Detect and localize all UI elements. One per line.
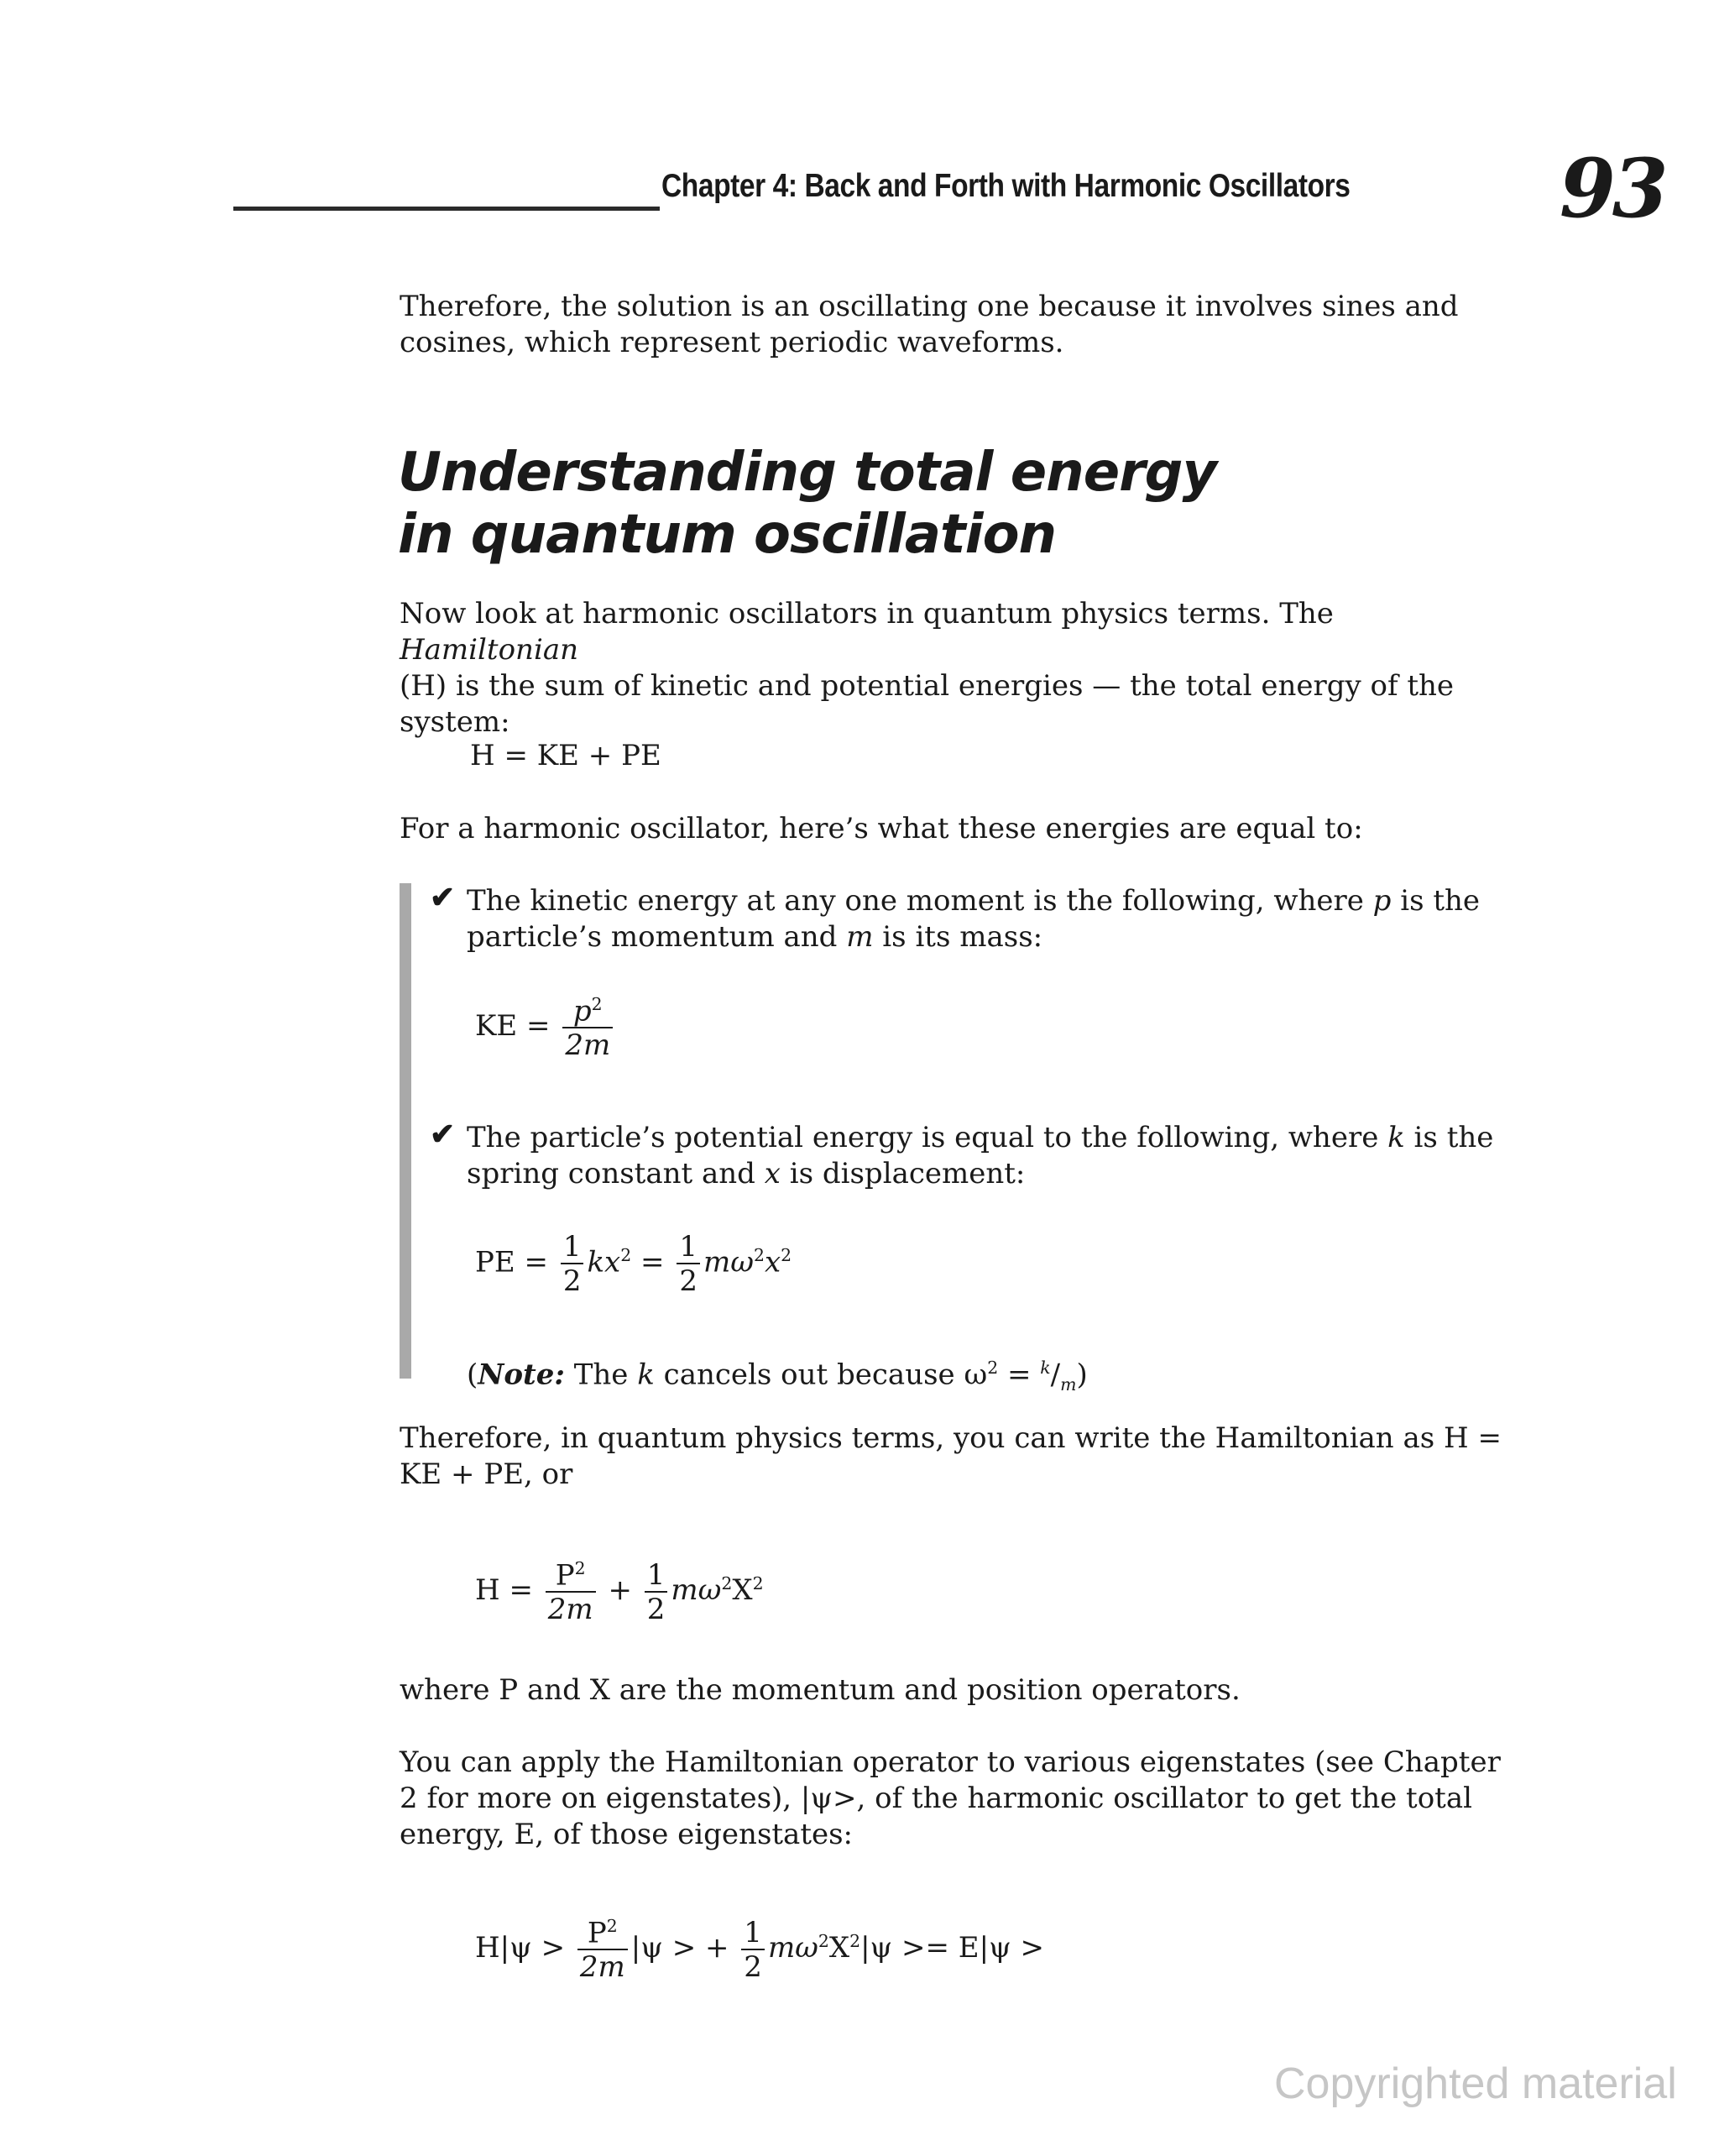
chapter-title: Chapter 4: Back and Forth with Harmonic Oscillators	[661, 168, 1351, 204]
check-icon: ✔	[430, 1117, 456, 1152]
operators-paragraph: where P and X are the momentum and position operators.	[400, 1673, 1241, 1707]
equation-ke: KE = $\frac{p^2}{2m}$	[475, 996, 616, 1060]
check-icon: ✔	[430, 880, 456, 915]
page-number: 93	[1560, 141, 1665, 236]
section-heading: Understanding total energy in quantum oscillation	[398, 442, 1217, 566]
eigenstates-paragraph: You can apply the Hamiltonian operator to various eigenstates (see Chapter 2 for more on eigenstates), |ψ>, of the harmonic oscillator to get the total energy, E, of those eigenstates:	[400, 1745, 1501, 1851]
hamiltonian-paragraph: Now look at harmonic oscillators in quantum physics terms. The Hamiltonian (H) is the sum of kinetic and potential energies — the total energy of the system:	[400, 597, 1455, 739]
energies-paragraph: For a harmonic oscillator, here’s what these energies are equal to:	[400, 812, 1363, 845]
write-hamiltonian-paragraph: Therefore, in quantum physics terms, you can write the Hamiltonian as H = KE + PE, or	[400, 1421, 1502, 1491]
equation-hamiltonian: H = $\frac{P^2}{2m}$ + $\frac{1}{2}$ $m\omega^2X^2$	[475, 1557, 764, 1627]
header-rule	[233, 207, 660, 211]
equation-pe: PE = $\frac{1}{2}$ $kx^2$ = $\frac{1}{2}$ $m\omega^2x^2$	[475, 1230, 792, 1298]
note-line: (Note: The k cancels out because $\omega^2 = ^k/_m$)	[467, 1358, 1088, 1395]
copyright-watermark: Copyrighted material	[1274, 2059, 1677, 2108]
equation-h: H = KE + PE	[470, 739, 661, 772]
potential-bullet: The particle’s potential energy is equal to the following, where k is the spring constant and x is displacement:	[467, 1121, 1494, 1191]
kinetic-bullet: The kinetic energy at any one moment is the following, where p is the particle’s momentum and m is its mass:	[467, 884, 1481, 954]
intro-paragraph: Therefore, the solution is an oscillating one because it involves sines and cosines, which represent periodic waveforms.	[400, 290, 1459, 359]
sidebar-bar	[400, 883, 411, 1379]
equation-eigen: H|ψ > $\frac{P^2}{2m}$ |ψ > + $\frac{1}{2}$ $m\omega^2X^2|\psi >= E|\psi$ >	[475, 1915, 1045, 1985]
